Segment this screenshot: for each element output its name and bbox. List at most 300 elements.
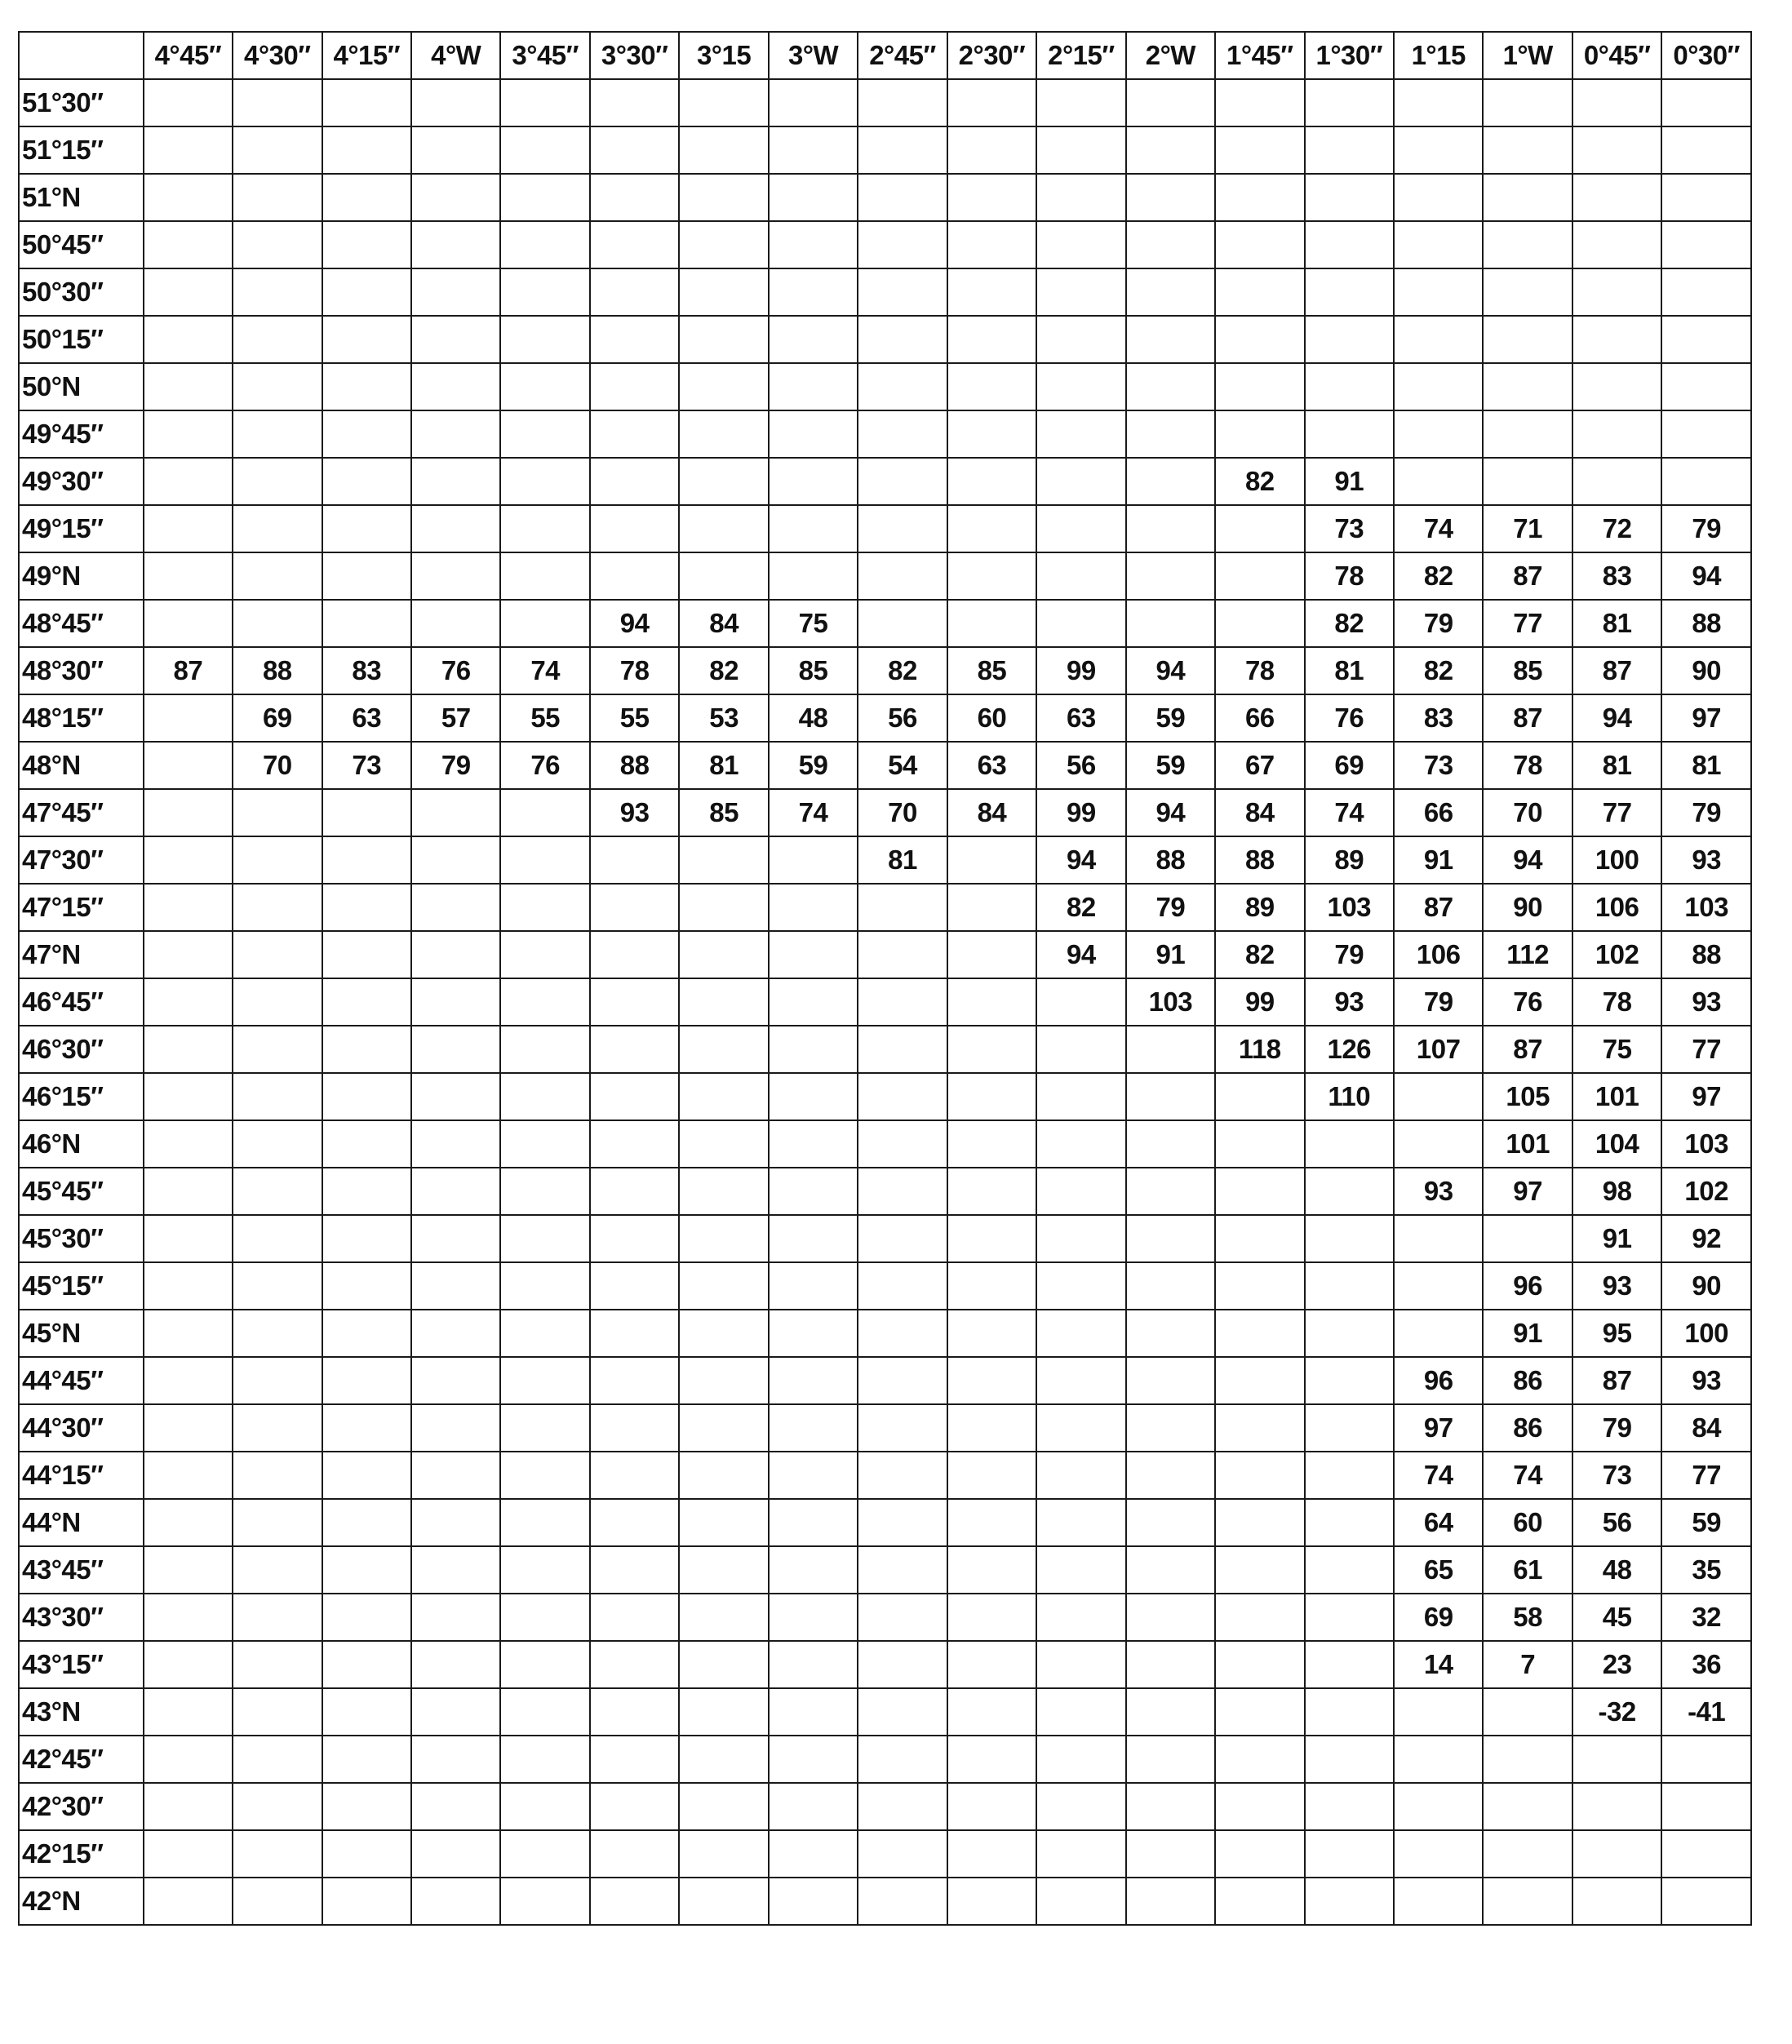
value-cell (1036, 316, 1125, 363)
value-cell (1305, 1452, 1394, 1499)
value-cell (322, 1404, 411, 1452)
value-cell (679, 1594, 768, 1641)
value-cell (500, 1026, 589, 1073)
value-cell (411, 1783, 500, 1830)
value-cell (679, 1736, 768, 1783)
value-cell (858, 552, 947, 600)
value-cell (858, 1262, 947, 1310)
value-cell (1126, 1310, 1215, 1357)
value-cell (144, 1168, 233, 1215)
row-header-latitude: 42°30″ (19, 1783, 144, 1830)
value-cell (1394, 458, 1483, 505)
table-row (19, 1688, 1751, 1736)
value-cell (1126, 1073, 1215, 1120)
value-cell (679, 1546, 768, 1594)
value-cell: 79 (1394, 978, 1483, 1026)
value-cell (947, 1026, 1036, 1073)
value-cell (233, 1736, 322, 1783)
value-cell (411, 316, 500, 363)
row-header-latitude: 45°45″ (19, 1168, 144, 1215)
row-header-latitude: 49°30″ (19, 458, 144, 505)
table-row (19, 1404, 1751, 1452)
value-cell: 82 (1215, 931, 1304, 978)
value-cell: 89 (1215, 884, 1304, 931)
value-cell: 74 (1305, 789, 1394, 836)
value-cell (590, 931, 679, 978)
value-cell (947, 1357, 1036, 1404)
value-cell (1305, 1830, 1394, 1878)
value-cell (679, 1215, 768, 1262)
value-cell (1036, 126, 1125, 174)
value-cell (144, 600, 233, 647)
value-cell (1036, 410, 1125, 458)
value-cell: 82 (1394, 552, 1483, 600)
value-cell: 96 (1394, 1357, 1483, 1404)
value-cell: 54 (858, 742, 947, 789)
value-cell (1036, 174, 1125, 221)
value-cell (769, 1357, 858, 1404)
value-cell (858, 1499, 947, 1546)
value-cell: 91 (1305, 458, 1394, 505)
value-cell (411, 1404, 500, 1452)
value-cell: 76 (411, 647, 500, 694)
value-cell (679, 363, 768, 410)
value-cell: 83 (1394, 694, 1483, 742)
value-cell (1036, 600, 1125, 647)
value-cell: 101 (1483, 1120, 1572, 1168)
value-cell (1661, 458, 1751, 505)
value-cell (1305, 1878, 1394, 1925)
value-cell (411, 1262, 500, 1310)
value-cell (590, 1499, 679, 1546)
value-cell: 78 (1572, 978, 1661, 1026)
value-cell (1483, 458, 1572, 505)
value-cell (1394, 316, 1483, 363)
value-cell (322, 1546, 411, 1594)
value-cell (322, 884, 411, 931)
value-cell (411, 600, 500, 647)
value-cell: 79 (1126, 884, 1215, 931)
value-cell: 87 (1572, 1357, 1661, 1404)
value-cell (1036, 1310, 1125, 1357)
value-cell (858, 1452, 947, 1499)
value-cell: 72 (1572, 505, 1661, 552)
value-cell (858, 1688, 947, 1736)
value-cell (1483, 1830, 1572, 1878)
table-row (19, 1215, 1751, 1262)
value-cell (769, 1641, 858, 1688)
value-cell (947, 316, 1036, 363)
value-cell (1036, 1452, 1125, 1499)
table-row (19, 1783, 1751, 1830)
value-cell (947, 505, 1036, 552)
value-cell (769, 931, 858, 978)
value-cell (500, 1546, 589, 1594)
value-cell: 105 (1483, 1073, 1572, 1120)
value-cell (1126, 1404, 1215, 1452)
value-cell (144, 505, 233, 552)
value-cell (500, 1215, 589, 1262)
value-cell (858, 1404, 947, 1452)
value-cell (233, 1073, 322, 1120)
value-cell: 56 (1036, 742, 1125, 789)
value-cell (590, 1878, 679, 1925)
value-cell (1036, 1594, 1125, 1641)
value-cell (1305, 1404, 1394, 1452)
value-cell (769, 505, 858, 552)
value-cell (411, 1830, 500, 1878)
value-cell (1394, 174, 1483, 221)
value-cell (322, 1452, 411, 1499)
value-cell (1126, 1688, 1215, 1736)
value-cell (1483, 126, 1572, 174)
value-cell (858, 931, 947, 978)
value-cell (144, 1357, 233, 1404)
value-cell (1305, 1641, 1394, 1688)
value-cell (144, 836, 233, 884)
value-cell (679, 410, 768, 458)
value-cell (322, 1357, 411, 1404)
value-cell (1483, 410, 1572, 458)
table-row (19, 1736, 1751, 1783)
value-cell (1036, 1736, 1125, 1783)
value-cell (1215, 1168, 1304, 1215)
table-row (19, 789, 1751, 836)
value-cell (679, 1878, 768, 1925)
value-cell: 23 (1572, 1641, 1661, 1688)
value-cell (144, 1262, 233, 1310)
value-cell (411, 1215, 500, 1262)
value-cell (769, 174, 858, 221)
value-cell (233, 1120, 322, 1168)
value-cell (1661, 316, 1751, 363)
value-cell: 86 (1483, 1404, 1572, 1452)
value-cell (769, 316, 858, 363)
value-cell (1572, 1830, 1661, 1878)
value-cell: 79 (1661, 505, 1751, 552)
value-cell (144, 458, 233, 505)
row-header-latitude: 43°45″ (19, 1546, 144, 1594)
value-cell (1215, 1783, 1304, 1830)
value-cell (233, 1878, 322, 1925)
value-cell (1126, 1120, 1215, 1168)
column-header: 1°W (1483, 32, 1572, 79)
value-cell (1572, 126, 1661, 174)
value-cell (500, 505, 589, 552)
value-cell (1126, 174, 1215, 221)
value-cell (679, 316, 768, 363)
value-cell (1305, 1594, 1394, 1641)
column-header: 1°30″ (1305, 32, 1394, 79)
value-cell (679, 1357, 768, 1404)
value-cell: 56 (858, 694, 947, 742)
value-cell (233, 1357, 322, 1404)
value-cell (144, 552, 233, 600)
row-header-latitude: 42°45″ (19, 1736, 144, 1783)
value-cell (1305, 1783, 1394, 1830)
value-cell: 75 (769, 600, 858, 647)
value-cell (1126, 1262, 1215, 1310)
value-cell (322, 836, 411, 884)
table-row (19, 1452, 1751, 1499)
value-cell: 65 (1394, 1546, 1483, 1594)
value-cell: 7 (1483, 1641, 1572, 1688)
value-cell (233, 1830, 322, 1878)
row-header-latitude: 44°45″ (19, 1357, 144, 1404)
value-cell: 56 (1572, 1499, 1661, 1546)
value-cell (947, 1120, 1036, 1168)
value-cell (590, 221, 679, 268)
header-row (19, 32, 1751, 79)
value-cell (679, 884, 768, 931)
value-cell (144, 978, 233, 1026)
value-cell (1215, 1688, 1304, 1736)
table-row (19, 1546, 1751, 1594)
value-cell (144, 931, 233, 978)
value-cell: 61 (1483, 1546, 1572, 1594)
value-cell (1305, 1499, 1394, 1546)
value-cell: 103 (1661, 884, 1751, 931)
value-cell: 93 (1661, 978, 1751, 1026)
table-row (19, 1120, 1751, 1168)
value-cell (233, 931, 322, 978)
value-cell: 99 (1215, 978, 1304, 1026)
value-cell (1661, 174, 1751, 221)
value-cell (947, 410, 1036, 458)
value-cell (769, 552, 858, 600)
value-cell (500, 410, 589, 458)
value-cell (322, 978, 411, 1026)
value-cell (500, 1641, 589, 1688)
value-cell (858, 1736, 947, 1783)
value-cell (1036, 1878, 1125, 1925)
value-cell: 87 (1483, 1026, 1572, 1073)
value-cell: 83 (322, 647, 411, 694)
value-cell (1483, 79, 1572, 126)
value-cell (500, 1452, 589, 1499)
value-cell (500, 174, 589, 221)
value-cell (1126, 1641, 1215, 1688)
value-cell: 94 (1036, 836, 1125, 884)
value-cell: 78 (1483, 742, 1572, 789)
value-cell (769, 1168, 858, 1215)
value-cell (144, 742, 233, 789)
value-cell (590, 79, 679, 126)
value-cell (322, 600, 411, 647)
value-cell (1305, 126, 1394, 174)
value-cell (947, 126, 1036, 174)
row-header-latitude: 50°30″ (19, 268, 144, 316)
value-cell (144, 1073, 233, 1120)
value-cell (1661, 1783, 1751, 1830)
value-cell (411, 884, 500, 931)
value-cell (1126, 1168, 1215, 1215)
value-cell (322, 1499, 411, 1546)
value-cell (144, 1215, 233, 1262)
value-cell (947, 1073, 1036, 1120)
value-cell (1305, 363, 1394, 410)
value-cell (679, 221, 768, 268)
value-cell: 85 (947, 647, 1036, 694)
value-cell (322, 1262, 411, 1310)
value-cell (144, 1688, 233, 1736)
value-cell: 91 (1572, 1215, 1661, 1262)
value-cell (144, 174, 233, 221)
value-cell (1036, 552, 1125, 600)
value-cell: 103 (1126, 978, 1215, 1026)
value-cell: 66 (1215, 694, 1304, 742)
value-cell: 45 (1572, 1594, 1661, 1641)
value-cell (233, 1594, 322, 1641)
value-cell: 74 (1394, 505, 1483, 552)
value-cell (947, 1878, 1036, 1925)
value-cell (679, 1120, 768, 1168)
value-cell (858, 1026, 947, 1073)
value-cell (858, 126, 947, 174)
value-cell: 90 (1661, 647, 1751, 694)
value-cell (411, 79, 500, 126)
value-cell (947, 600, 1036, 647)
row-header-latitude: 47°30″ (19, 836, 144, 884)
value-cell (1215, 505, 1304, 552)
row-header-latitude: 50°N (19, 363, 144, 410)
value-cell (590, 1452, 679, 1499)
value-cell (858, 268, 947, 316)
value-cell: 84 (947, 789, 1036, 836)
value-cell: 69 (1305, 742, 1394, 789)
value-cell (590, 1026, 679, 1073)
value-cell (1215, 363, 1304, 410)
value-cell (679, 978, 768, 1026)
value-cell (322, 1878, 411, 1925)
value-cell (1036, 1404, 1125, 1452)
value-cell (679, 1073, 768, 1120)
value-cell (1572, 410, 1661, 458)
value-cell (947, 1641, 1036, 1688)
value-cell (1036, 1120, 1125, 1168)
value-cell (858, 458, 947, 505)
value-cell: 81 (679, 742, 768, 789)
value-cell (1305, 174, 1394, 221)
value-cell (947, 363, 1036, 410)
value-cell: 59 (1661, 1499, 1751, 1546)
value-cell (1394, 79, 1483, 126)
row-header-latitude: 46°15″ (19, 1073, 144, 1120)
value-cell (947, 1404, 1036, 1452)
value-cell (679, 1262, 768, 1310)
value-cell (144, 268, 233, 316)
value-cell: 81 (1572, 742, 1661, 789)
value-cell (411, 1357, 500, 1404)
value-cell: 58 (1483, 1594, 1572, 1641)
column-header: 3°W (769, 32, 858, 79)
table-row (19, 1878, 1751, 1925)
value-cell (500, 268, 589, 316)
value-cell: -32 (1572, 1688, 1661, 1736)
value-cell (233, 174, 322, 221)
value-cell: 106 (1572, 884, 1661, 931)
row-header-latitude: 51°15″ (19, 126, 144, 174)
value-cell: 87 (1394, 884, 1483, 931)
value-cell (590, 1641, 679, 1688)
value-cell (322, 1830, 411, 1878)
value-cell (590, 1073, 679, 1120)
value-cell (590, 316, 679, 363)
value-cell (769, 1878, 858, 1925)
value-cell: 93 (1572, 1262, 1661, 1310)
value-cell (500, 884, 589, 931)
column-header: 4°W (411, 32, 500, 79)
value-cell (1036, 1499, 1125, 1546)
value-cell: 82 (1036, 884, 1125, 931)
table-row (19, 600, 1751, 647)
value-cell (144, 221, 233, 268)
value-cell (144, 694, 233, 742)
value-cell (769, 1310, 858, 1357)
value-cell (1305, 79, 1394, 126)
value-cell (233, 1262, 322, 1310)
value-cell (1036, 978, 1125, 1026)
value-cell (144, 1026, 233, 1073)
row-header-latitude: 48°30″ (19, 647, 144, 694)
value-cell (322, 1310, 411, 1357)
value-cell (858, 1878, 947, 1925)
value-cell (144, 1641, 233, 1688)
value-cell (233, 1404, 322, 1452)
value-cell: 76 (500, 742, 589, 789)
value-cell (322, 1688, 411, 1736)
table-row (19, 316, 1751, 363)
value-cell (500, 1073, 589, 1120)
value-cell (769, 410, 858, 458)
value-cell (1126, 1215, 1215, 1262)
value-cell: 36 (1661, 1641, 1751, 1688)
value-cell (144, 1452, 233, 1499)
row-header-latitude: 46°30″ (19, 1026, 144, 1073)
value-cell (1215, 221, 1304, 268)
value-cell (1394, 363, 1483, 410)
row-header-latitude: 44°N (19, 1499, 144, 1546)
value-cell (500, 363, 589, 410)
value-cell (500, 1262, 589, 1310)
value-cell: 70 (858, 789, 947, 836)
value-cell: 79 (1305, 931, 1394, 978)
table-row (19, 931, 1751, 978)
value-cell (679, 126, 768, 174)
value-cell (1305, 1310, 1394, 1357)
value-cell (1126, 1546, 1215, 1594)
value-cell: 106 (1394, 931, 1483, 978)
value-cell (590, 978, 679, 1026)
table-row (19, 1026, 1751, 1073)
value-cell (590, 126, 679, 174)
value-cell (1215, 268, 1304, 316)
value-cell: 73 (1305, 505, 1394, 552)
value-cell (1036, 1026, 1125, 1073)
value-cell (1126, 1026, 1215, 1073)
value-cell (144, 410, 233, 458)
value-cell: 71 (1483, 505, 1572, 552)
value-cell (411, 1168, 500, 1215)
value-cell (1126, 1452, 1215, 1499)
value-cell (1215, 126, 1304, 174)
value-cell (1394, 1688, 1483, 1736)
value-cell: 99 (1036, 789, 1125, 836)
value-cell (1572, 174, 1661, 221)
value-cell (233, 1783, 322, 1830)
value-cell (1126, 126, 1215, 174)
value-cell (1126, 1594, 1215, 1641)
